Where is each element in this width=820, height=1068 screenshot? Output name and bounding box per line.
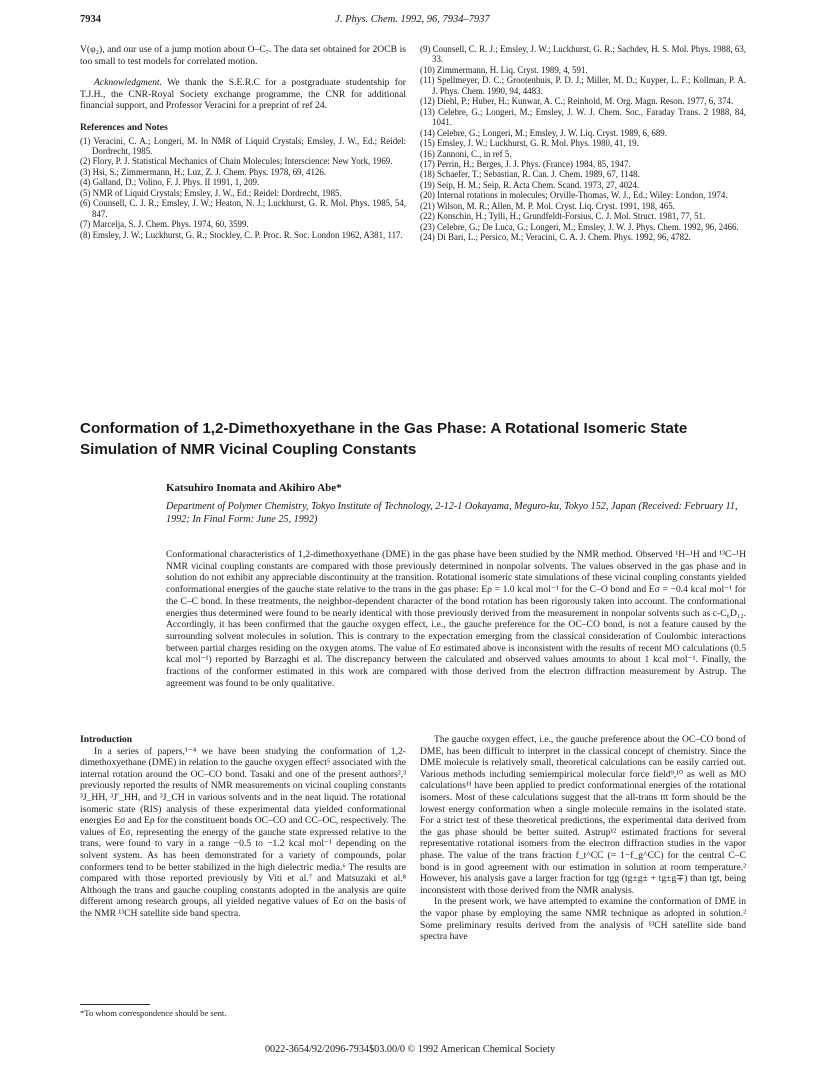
reference-item: (10) Zimmermann, H. Liq. Cryst. 1989, 4, 591.	[420, 64, 588, 75]
abstract: Conformational characteristics of 1,2-dimethoxyethane (DME) in the gas phase have been studied by the NMR method. Observed ¹H–¹H and ¹³C–¹H NMR vicinal coupling constants are compared with those previously determined in nonpolar solvents. The values observed in the gas phase and in solution do not exhibit any appreciable discontinuity at the transition. Rotational isomeric state simulations of these vicinal coupling constants yielded conformational energies of the gauche state relative to the trans in the gas phase: Eρ = 1.0 kcal mol⁻¹ for the C–O bond and Eσ = −0.4 kcal mol⁻¹ for the C–C bond. In these treatments, the neighbor-dependent character of the bond rotation has been rigorously taken into account. The conformational energies thus determined were found to be nearly identical with those previously derived from the measurement in nonpolar solvents such as c-C₆D₁₂. Accordingly, it has been confirmed that the gauche oxygen effect, i.e., the gauche preference for the OC–CO bond, is not a feature caused by the surrounding solvent molecules in solution. This is contrary to the expectation emerging from the classical consideration of Coulombic interactions between partial charges residing on the oxygen atoms. The value of Eσ estimated above is inconsistent with the results of recent MO calculations (0.5 kcal mol⁻¹) reported by Barzaghi et al. The discrepancy between the calculated and observed values amounts to about 1 kcal mol⁻¹. Finally, the fractions of the conformer estimated in this work are compared with those derived from the electron diffraction measurement by Astrup. The agreement was found to be only qualitative.	[166, 549, 746, 689]
reference-item: (5) NMR of Liquid Crystals; Emsley, J. W., Ed.; Reidel: Dordrecht, 1985.	[80, 187, 342, 198]
acknowledgment-paragraph	[80, 77, 406, 112]
author-affiliation: Department of Polymer Chemistry, Tokyo Institute of Technology, 2-12-1 Ookayama, Meguro-ku, Tokyo 152, Japan (Received: February 11, 1992; In Final Form: June 25, 1992)	[166, 501, 738, 525]
body-paragraph: In the present work, we have attempted to examine the conformation of DME in the vapor phase by employing the same NMR technique as adopted in solution.² Some preliminary results derived from the analysis of ¹³CH satellite side band spectra have	[420, 896, 746, 943]
acknowledgment-text: We thank the S.E.R.C for a postgraduate studentship for T.J.H., the CNR-Royal Society exchange programme, the CNR for additional financial support, and Professor Veracini for a preprint of ref 24.	[80, 77, 406, 112]
body-paragraph: In a series of papers,¹⁻⁴ we have been studying the conformation of 1,2-dimethoxyethane (DME) in relation to the gauche oxygen effect⁵ associated with the internal rotation around the OC–CO bond. Tasaki and one of the present authors²,³ previously reported the results of NMR measurements on vicinal coupling constants ³J_HH, ³J′_HH, and ³J_CH in various solvents and in the neat liquid. The rotational isomeric state (RIS) analysis of these experimental data yielded conformational energies Eσ and Eρ for the constituent bonds OC–CO and CC–OC, respectively. The values of Eσ, representing the energy of the gauche state expressed relative to the trans, were found to vary in a range −0.5 to −1.2 kcal mol⁻¹ depending on the solvent system. As has been demonstrated for a variety of compounds, polar conformers tend to be better stabilized in the high dielectric media.⁶ The results are compared with those reported previously by Viti et al.⁷ and Matsuzaki et al.⁸ Although the trans and gauche coupling constants adopted in the analysis are quite different among research groups, all yielded negative values of Eσ on the basis of the NMR ¹³CH satellite side band spectra.	[80, 745, 406, 919]
correspondence-footnote: *To whom correspondence should be sent.	[80, 1008, 227, 1018]
reference-item: (21) Wilson, M. R.; Allen, M. P. Mol. Cryst. Liq. Cryst. 1991, 198, 465.	[420, 200, 675, 211]
reference-item: (20) Internal rotations in molecules; Orville-Thomas, W. J., Ed.; Wiley: London, 1974.	[420, 190, 728, 201]
article-title: Conformation of 1,2-Dimethoxyethane in the Gas Phase: A Rotational Isomeric State Simulation of NMR Vicinal Coupling Constants	[80, 420, 688, 458]
reference-item: (9) Counsell, C. R. J.; Emsley, J. W.; Luckhurst, G. R.; Sachdev, H. S. Mol. Phys. 1988, 63, 33.	[420, 44, 746, 65]
reference-item: (8) Emsley, J. W.; Luckhurst, G. R.; Stockley, C. P. Proc. R. Soc. London 1962, A381, 117.	[80, 229, 403, 240]
copyright-footer: 0022-3654/92/2096-7934$03.00/0 © 1992 American Chemical Society	[264, 1044, 556, 1055]
reference-item: (2) Flory, P. J. Statistical Mechanics of Chain Molecules; Interscience: New York, 1969.	[80, 156, 393, 167]
reference-item: (12) Diehl, P.; Huber, H.; Kunwar, A. C.; Reinhold, M. Org. Magn. Reson. 1977, 6, 374.	[420, 96, 734, 107]
reference-item: (23) Celebre, G.; De Luca, G.; Longeri, M.; Emsley, J. W. J. Phys. Chem. 1992, 96, 2466.	[420, 221, 739, 232]
reference-item: (19) Seip, H. M.; Seip, R. Acta Chem. Scand. 1973, 27, 4024.	[420, 179, 640, 190]
article-authors: Katsuhiro Inomata and Akihiro Abe*	[166, 482, 342, 494]
reference-item: (24) Di Bari, L.; Persico, M.; Veracini, C. A. J. Chem. Phys. 1992, 96, 4782.	[420, 232, 691, 243]
acknowledgment-label: Acknowledgment.	[94, 77, 162, 89]
reference-item: (22) Konschin, H.; Tylli, H.; Grundfeldt-Forsius, C. J. Mol. Struct. 1981, 77, 51.	[420, 211, 706, 222]
reference-item: (15) Emsley, J. W.; Luckhurst, G. R. Mol. Phys. 1980, 41, 19.	[420, 138, 639, 149]
continuation-paragraph: V(φ₂), and our use of a jump motion about O–C₇. The data set obtained for 2OCB is too small to test models for correlated motion.	[80, 44, 406, 67]
reference-item: (4) Galland, D.; Volino, F. J. Phys. II 1991, 1, 209.	[80, 177, 260, 188]
body-left-column	[80, 734, 406, 920]
running-header	[80, 14, 745, 30]
references-heading: References and Notes	[80, 121, 168, 133]
body-right-column	[420, 734, 746, 943]
page-number: 7934	[80, 14, 101, 25]
journal-citation: J. Phys. Chem. 1992, 96, 7934–7937	[335, 14, 490, 25]
reference-item: (3) Hsi, S.; Zimmermann, H.; Luz, Z. J. Chem. Phys. 1978, 69, 4126.	[80, 166, 327, 177]
reference-item: (14) Celebre, G.; Longeri, M.; Emsley, J. W. Liq. Cryst. 1989, 6, 689.	[420, 127, 667, 138]
reference-item: (13) Celebre, G.; Longeri, M.; Emsley, J. W. J. Chem. Soc., Faraday Trans. 2 1988, 84, 1041.	[420, 106, 746, 128]
reference-item: (1) Veracini, C. A.; Longeri, M. In NMR of Liquid Crystals; Emsley, J. W., Ed.; Reidel: Dordrecht, 1985.	[80, 135, 406, 157]
reference-item: (6) Counsell, C. J. R.; Emsley, J. W.; Heaton, N. J.; Luckhurst, G. R. Mol. Phys. 1985, 54, 847.	[80, 198, 406, 219]
introduction-heading: Introduction	[80, 734, 133, 745]
reference-item: (17) Perrin, H.; Berges, J. J. Phys. (France) 1984, 85, 1947.	[420, 158, 631, 169]
reference-item: (18) Schaefer, T.; Sebastian, R. Can. J. Chem. 1989, 67, 1148.	[420, 169, 640, 180]
footnote-divider	[80, 1004, 150, 1005]
previous-article-right-column	[420, 44, 746, 243]
body-paragraph: The gauche oxygen effect, i.e., the gauche preference about the OC–CO bond of DME, has been difficult to interpret in the classical concept of chemistry. Since the DME molecule is relatively small, theoretical calculations can be easily carried out. Various methods including semiempirical molecular force field⁹,¹⁰ as well as MO calculations¹¹ have been applied to predict conformational energies of the rotational isomers. Most of these calculations suggest that the all-trans ttt form should be the lowest energy conformation when a single molecule remains in the isolated state. For a strict test of these theoretical predictions, the experimental data derived from the gas phase should be better suited. Astrup¹² estimated fractions for several representative rotational isomers from the electron diffraction studies in the vapor phase. The value of the trans fraction f_t^CC (= 1−f_g^CC) for the central C–C bond is in good agreement with our estimation in solution at room temperature.² However, his analysis gave a larger fraction for tgg (tg±g± + tg±g∓) than tgt, being inconsistent with those derived from the NMR analysis.	[420, 734, 746, 896]
reference-item: (16) Zannoni, C., in ref 5.	[420, 148, 512, 159]
reference-item: (7) Marcelja, S. J. Chem. Phys. 1974, 60, 3599.	[80, 219, 249, 230]
previous-article-left-column	[80, 44, 406, 240]
reference-item: (11) Spellmeyer, D. C.; Grootenhuis, P. D. J.; Miller, M. D.; Kuyper, L. F.; Kollman, P. A. J. Phys. Chem. 1990, 94, 4483.	[420, 75, 746, 96]
